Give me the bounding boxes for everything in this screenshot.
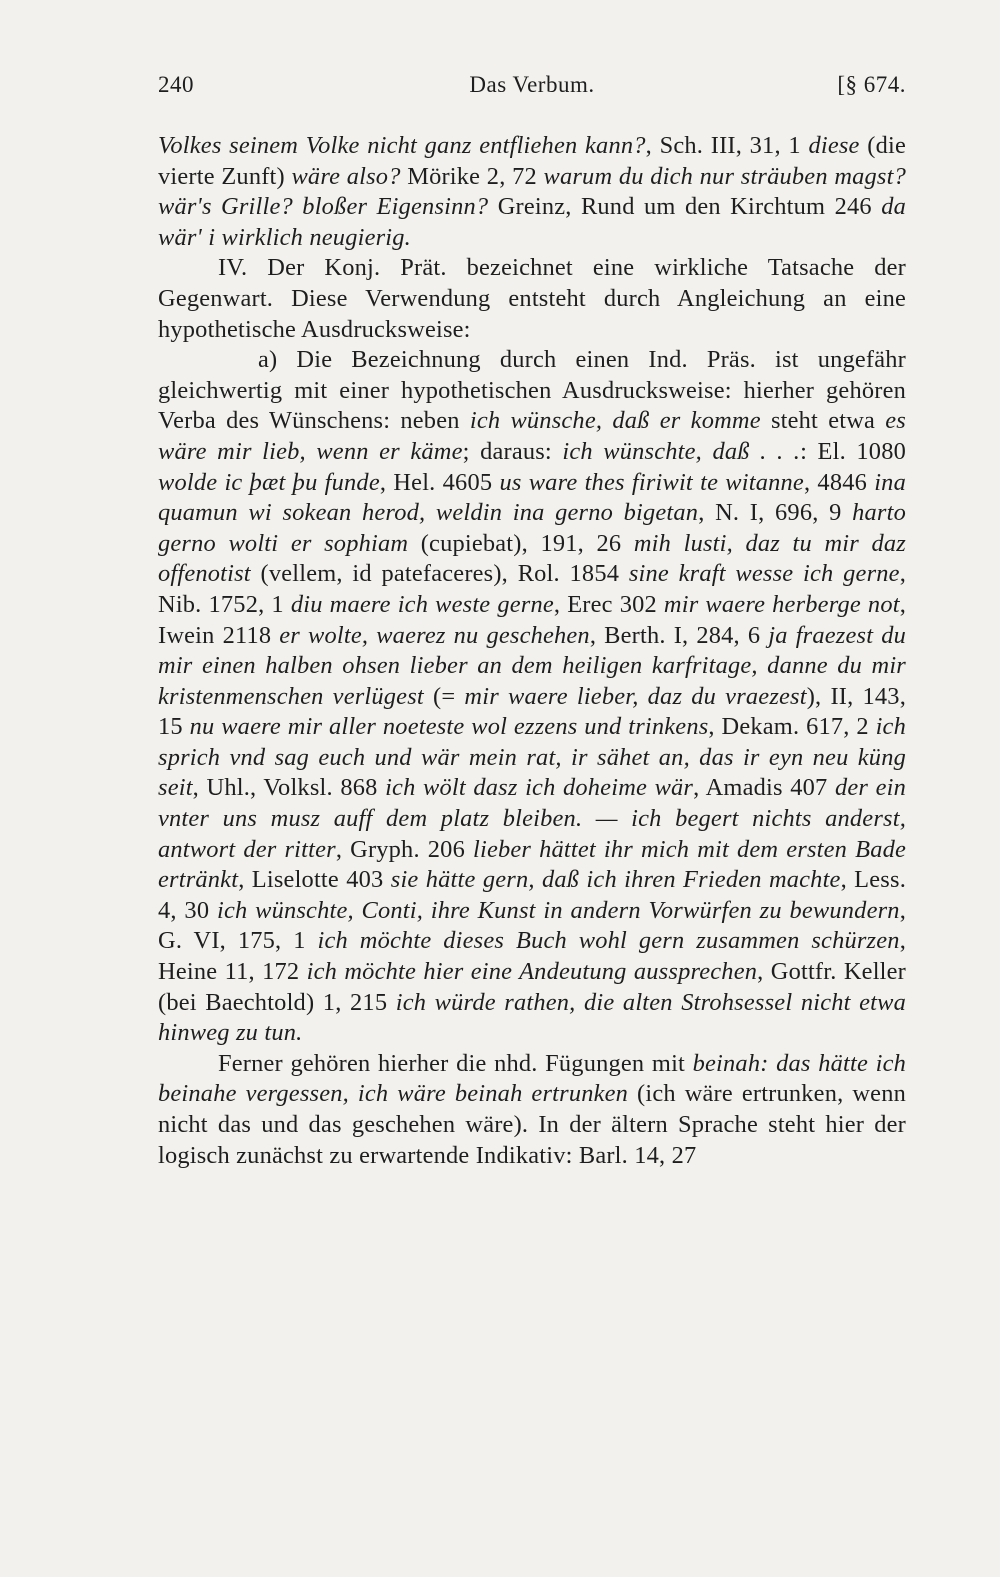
italic-run: nu waere mir aller noeteste wol ezzens und trinkens xyxy=(189,713,709,741)
italic-run: wolde ic þæt þu funde xyxy=(158,468,380,496)
italic-run: warum du dich nur sträuben magst? wär's Grille? bloßer Eigensinn? xyxy=(158,162,906,221)
text-run: , Erec 302 xyxy=(553,590,664,618)
text-run: Mörike 2, 72 xyxy=(400,162,544,190)
text-run: , Sch. III, 31, 1 xyxy=(645,132,809,159)
paragraph xyxy=(158,253,906,345)
italic-run: ich sprich vnd sag euch und wär mein rat, ir sähet an, das ir eyn neu küng seit xyxy=(158,713,906,802)
text-run: , Berth. I, 284, 6 xyxy=(589,621,769,649)
italic-run: Volkes seinem Volke nicht ganz entfliehen kann? xyxy=(158,132,646,159)
italic-run: ich würde rathen, die alten Strohsessel nicht etwa hinweg zu tun. xyxy=(158,988,906,1047)
italic-run: beinah: das hätte ich beinahe vergessen, ich wäre beinah ertrunken xyxy=(158,1049,906,1108)
italic-run: der ein vnter uns musz auff dem platz bleiben. — ich begert nichts anderst, antwort der ritter xyxy=(158,774,907,863)
text-run: steht etwa xyxy=(760,407,886,435)
italic-run: ja fraezest du mir einen halben ohsen lieber an dem heiligen karfritage, danne du mir kristenmenschen verlügest xyxy=(158,621,907,710)
italic-run: er wolte, waerez nu geschehen xyxy=(279,621,590,649)
italic-run: wäre also? xyxy=(291,162,401,190)
italic-run: mih lusti, daz tu mir daz offenotist xyxy=(158,529,906,588)
paragraph xyxy=(158,1049,906,1171)
text-run: , Amadis 407 xyxy=(693,774,835,802)
italic-run: ich wünsche, daß er komme xyxy=(469,407,761,435)
text-run: , Heine 11, 172 xyxy=(158,927,906,986)
text-run: , 4846 xyxy=(803,468,875,496)
text-run: : El. 1080 xyxy=(800,437,906,465)
italic-run: lieber hättet ihr mich mit dem ersten Bade ertränkt xyxy=(158,835,907,894)
text-run: , N. I, 696, 9 xyxy=(698,499,853,527)
text-run: (= xyxy=(423,682,465,710)
text-run: , Liselotte 403 xyxy=(238,866,391,894)
italic-run: harto gerno wolti er sophiam xyxy=(158,499,906,557)
text-run: , Nib. 1752, 1 xyxy=(158,560,906,618)
text-run: (die vierte Zunft) xyxy=(158,132,906,190)
italic-run: ina quamun wi sokean herod, weldin ina gerno bigetan xyxy=(158,468,906,527)
text-run: (vellem, id patefaceres), Rol. 1854 xyxy=(250,560,629,588)
italic-run: us ware thes firiwit te witanne xyxy=(499,468,804,496)
text-run: (cupiebat), 191, 26 xyxy=(408,529,634,557)
italic-run: diu maere ich weste gerne xyxy=(290,590,554,618)
text-run: ; daraus: xyxy=(462,437,563,465)
section-marker: [§ 674. xyxy=(837,72,906,97)
text-run: a) Die Bezeichnung durch einen Ind. Präs. ist ungefähr gleichwertig mit einer hypothetischen Ausdrucksweise: hierher gehören Verba des Wünschens: neben xyxy=(158,346,906,435)
text-run: , Hel. 4605 xyxy=(379,468,500,496)
paragraph xyxy=(158,131,906,253)
text-run: Ferner gehören hierher die nhd. Fügungen mit xyxy=(218,1049,693,1077)
italic-run: ich wünschte, daß . . . xyxy=(562,437,801,465)
text-run: , Iwein 2118 xyxy=(158,590,907,649)
text-run: Greinz, Rund um den Kirchtum 246 xyxy=(488,193,882,221)
text-run: , Dekam. 617, 2 xyxy=(708,713,876,741)
italic-run: sie hätte gern, daß ich ihren Frieden machte xyxy=(390,866,841,894)
italic-run: ich wünschte, Conti, ihre Kunst in andern Vorwürfen zu bewundern xyxy=(216,896,900,924)
text-run: , Gottfr. Keller (bei Baechtold) 1, 215 xyxy=(158,958,906,1016)
italic-run: mir waere herberge not xyxy=(663,590,900,618)
italic-run: da wär' i wirklich neugierig. xyxy=(158,193,906,251)
text-run: IV. Der Konj. Prät. bezeichnet eine wirkliche Tatsache der Gegenwart. Diese Verwendung entsteht durch Angleichung an eine hypothetische Ausdrucksweise: xyxy=(158,254,906,343)
italic-run: ich wölt dasz ich doheime wär xyxy=(385,774,694,802)
italic-run: diese xyxy=(808,132,860,159)
italic-run: ich möchte hier eine Andeutung aussprechen xyxy=(306,958,758,986)
italic-run: ich möchte dieses Buch wohl gern zusammen schürzen xyxy=(317,927,900,955)
running-header xyxy=(158,72,906,106)
text-run: , Gryph. 206 xyxy=(335,835,473,863)
paragraph xyxy=(158,345,906,1049)
italic-run: sine kraft wesse ich gerne xyxy=(628,560,900,588)
text-run: , G. VI, 175, 1 xyxy=(158,896,906,955)
text-run: (ich wäre ertrunken, wenn nicht das und das geschehen wäre). In der ältern Sprache steht hier der logisch zunächst zu erwartende Indikativ: Barl. 14, 27 xyxy=(158,1080,906,1169)
running-title: Das Verbum. xyxy=(469,72,595,97)
page-number: 240 xyxy=(158,72,194,97)
italic-run: mir waere lieber, daz du vraezest xyxy=(464,682,807,710)
text-run: , Uhl., Volksl. 868 xyxy=(192,774,386,802)
italic-run: es wäre mir lieb, wenn er käme xyxy=(158,407,906,465)
text-run: ), II, 143, 15 xyxy=(158,682,906,741)
text-run: , Less. 4, 30 xyxy=(158,866,906,924)
body-text xyxy=(158,131,906,1171)
